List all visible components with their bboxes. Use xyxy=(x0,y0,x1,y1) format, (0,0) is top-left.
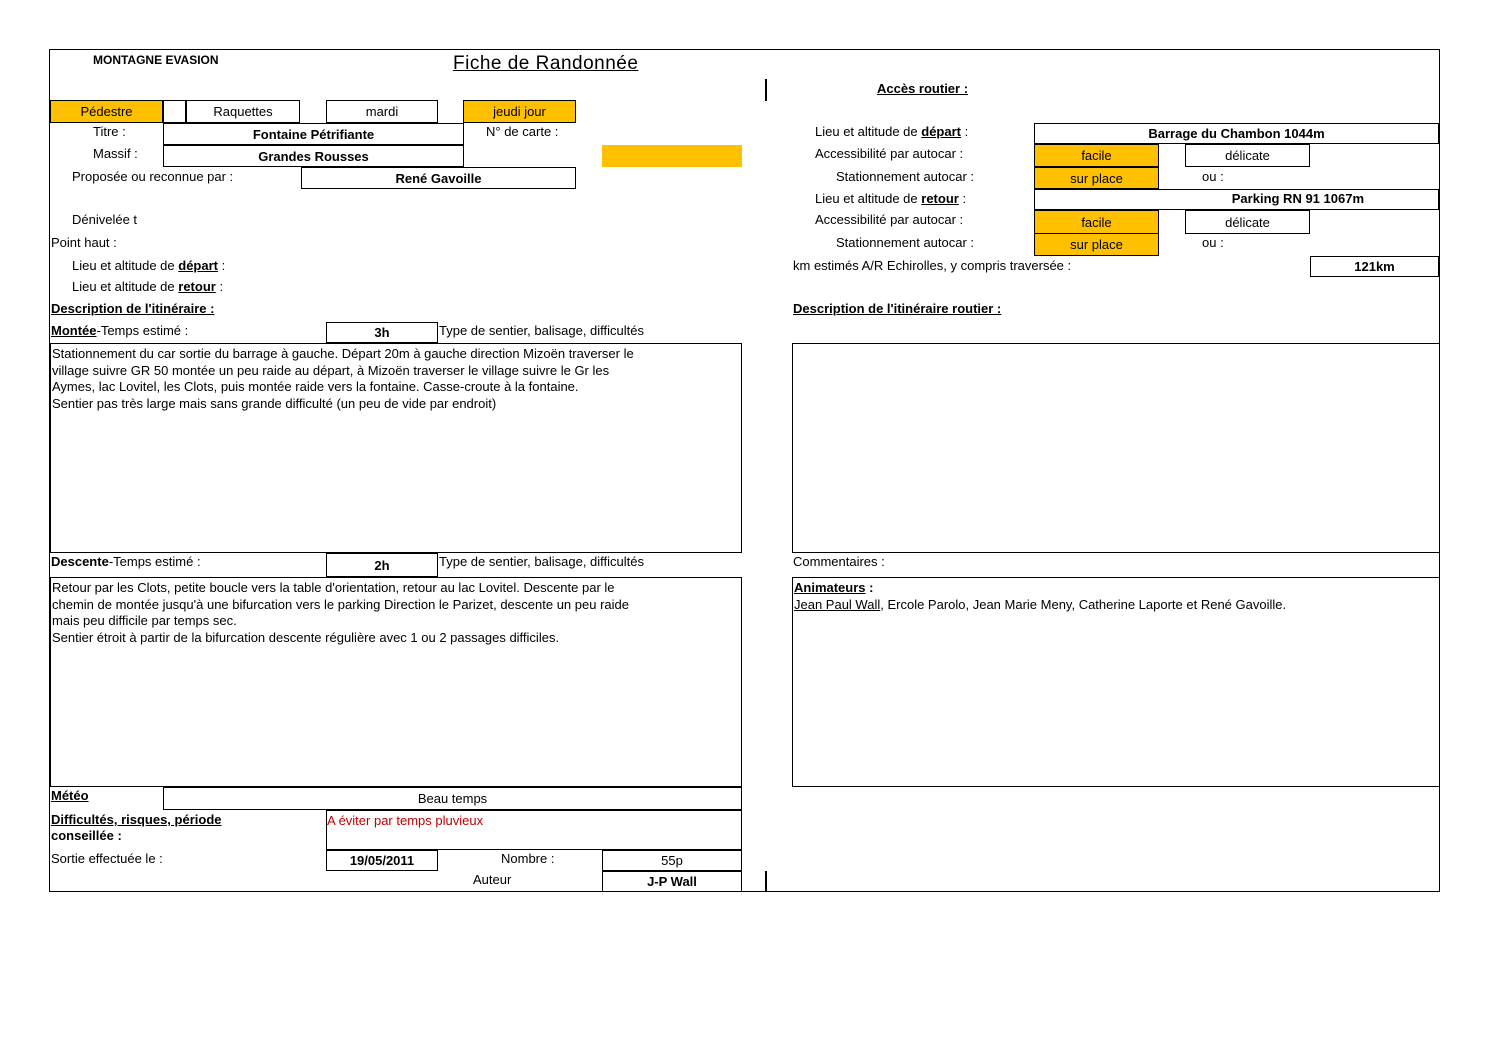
descente-type-label: Type de sentier, balisage, difficultés xyxy=(439,554,644,569)
montee-time: 3h xyxy=(326,322,438,343)
montee-label: Montée-Temps estimé : xyxy=(51,323,189,338)
commentaires-box xyxy=(792,577,1440,787)
access1-facile[interactable]: facile xyxy=(1034,144,1159,167)
acces-depart-label: Lieu et altitude de départ : xyxy=(815,124,969,139)
meteo-value: Beau temps xyxy=(163,787,742,810)
parking2-ou: ou : xyxy=(1202,235,1224,250)
org-name: MONTAGNE EVASION xyxy=(93,53,219,67)
access1-label: Accessibilité par autocar : xyxy=(815,146,964,161)
page-title: Fiche de Randonnée xyxy=(453,53,639,74)
carte-value-field[interactable] xyxy=(602,145,742,167)
parking2-label: Stationnement autocar : xyxy=(836,235,975,250)
route-description-label: Description de l'itinéraire routier : xyxy=(793,301,1002,316)
divider-bottom xyxy=(765,871,767,892)
animateurs-list: Jean Paul Wall, Ercole Parolo, Jean Marie Meny, Catherine Laporte et René Gavoille. xyxy=(794,597,1287,612)
difficultes-label: Difficultés, risques, période conseillée : xyxy=(51,812,222,843)
meteo-label: Météo xyxy=(51,788,89,803)
acces-retour-value: Parking RN 91 1067m xyxy=(1034,189,1439,210)
nombre-label: Nombre : xyxy=(501,851,555,866)
lieu-retour-label: Lieu et altitude de retour : xyxy=(72,279,224,294)
denivelee-label: Dénivelée t xyxy=(72,212,138,227)
descente-label: Descente-Temps estimé : xyxy=(51,554,201,569)
type-raquettes[interactable]: Raquettes xyxy=(186,100,300,123)
parking1-ou: ou : xyxy=(1202,169,1224,184)
access2-label: Accessibilité par autocar : xyxy=(815,212,964,227)
day-mardi[interactable]: mardi xyxy=(326,100,438,123)
parking1-label: Stationnement autocar : xyxy=(836,169,975,184)
difficultes-value: A éviter par temps pluvieux xyxy=(327,813,484,828)
montee-type-label: Type de sentier, balisage, difficultés xyxy=(439,323,644,338)
access2-delicate[interactable]: délicate xyxy=(1185,210,1310,234)
route-description-box xyxy=(792,343,1440,553)
massif-label: Massif : xyxy=(93,146,138,161)
montee-description: Stationnement du car sortie du barrage à gauche. Départ 20m à gauche direction Mizoën traverser le village suivre GR 50 montée un peu raide au départ, à Mizoën traverser le village suivre le Gr les Aymes, lac Lovitel, les Clots, puis montée raide vers la fontaine. Casse-croute à la fontaine. Sentier pas très large mais sans grande difficulté (un peu de vide par endroit) xyxy=(50,343,742,553)
km-value: 121km xyxy=(1310,256,1439,277)
lieu-depart-label: Lieu et altitude de départ : xyxy=(72,258,226,273)
acces-retour-label: Lieu et altitude de retour : xyxy=(815,191,967,206)
sortie-label: Sortie effectuée le : xyxy=(51,851,163,866)
day-jeudi[interactable]: jeudi jour xyxy=(463,100,576,123)
carte-label: N° de carte : xyxy=(486,124,559,139)
parking2-value[interactable]: sur place xyxy=(1034,233,1159,256)
descente-description: Retour par les Clots, petite boucle vers la table d'orientation, retour au lac Lovitel. Descente par le chemin de montée jusqu'à une bifurcation vers le parking Direction le Parizet, descente un peu raide mais peu difficile par temps sec. Sentier étroit à partir de la bifurcation descente régulière avec 1 ou 2 passages difficiles. xyxy=(50,577,742,787)
titre-label: Titre : xyxy=(93,124,126,139)
titre-value: Fontaine Pétrifiante xyxy=(163,123,464,145)
divider-top xyxy=(765,79,767,101)
type-pedestre[interactable]: Pédestre xyxy=(50,100,163,123)
descente-time: 2h xyxy=(326,553,438,577)
auteur-value: J-P Wall xyxy=(602,871,742,892)
access1-delicate[interactable]: délicate xyxy=(1185,144,1310,167)
parking1-value[interactable]: sur place xyxy=(1034,167,1159,189)
sortie-date: 19/05/2011 xyxy=(326,850,438,871)
nombre-value: 55p xyxy=(602,850,742,871)
type-spacer xyxy=(163,100,186,123)
access2-facile[interactable]: facile xyxy=(1034,210,1159,234)
km-label: km estimés A/R Echirolles, y compris traversée : xyxy=(793,258,1072,273)
proposee-label: Proposée ou reconnue par : xyxy=(72,169,234,184)
animateurs-heading: Animateurs : xyxy=(794,580,874,595)
auteur-label: Auteur xyxy=(473,872,512,887)
massif-value: Grandes Rousses xyxy=(163,145,464,167)
itinerary-description-label: Description de l'itinéraire : xyxy=(51,301,215,316)
acces-title: Accès routier : xyxy=(877,81,969,96)
point-haut-label: Point haut : xyxy=(51,235,117,250)
commentaires-label: Commentaires : xyxy=(793,554,885,569)
proposee-value: René Gavoille xyxy=(301,167,576,189)
acces-depart-value: Barrage du Chambon 1044m xyxy=(1034,123,1439,144)
